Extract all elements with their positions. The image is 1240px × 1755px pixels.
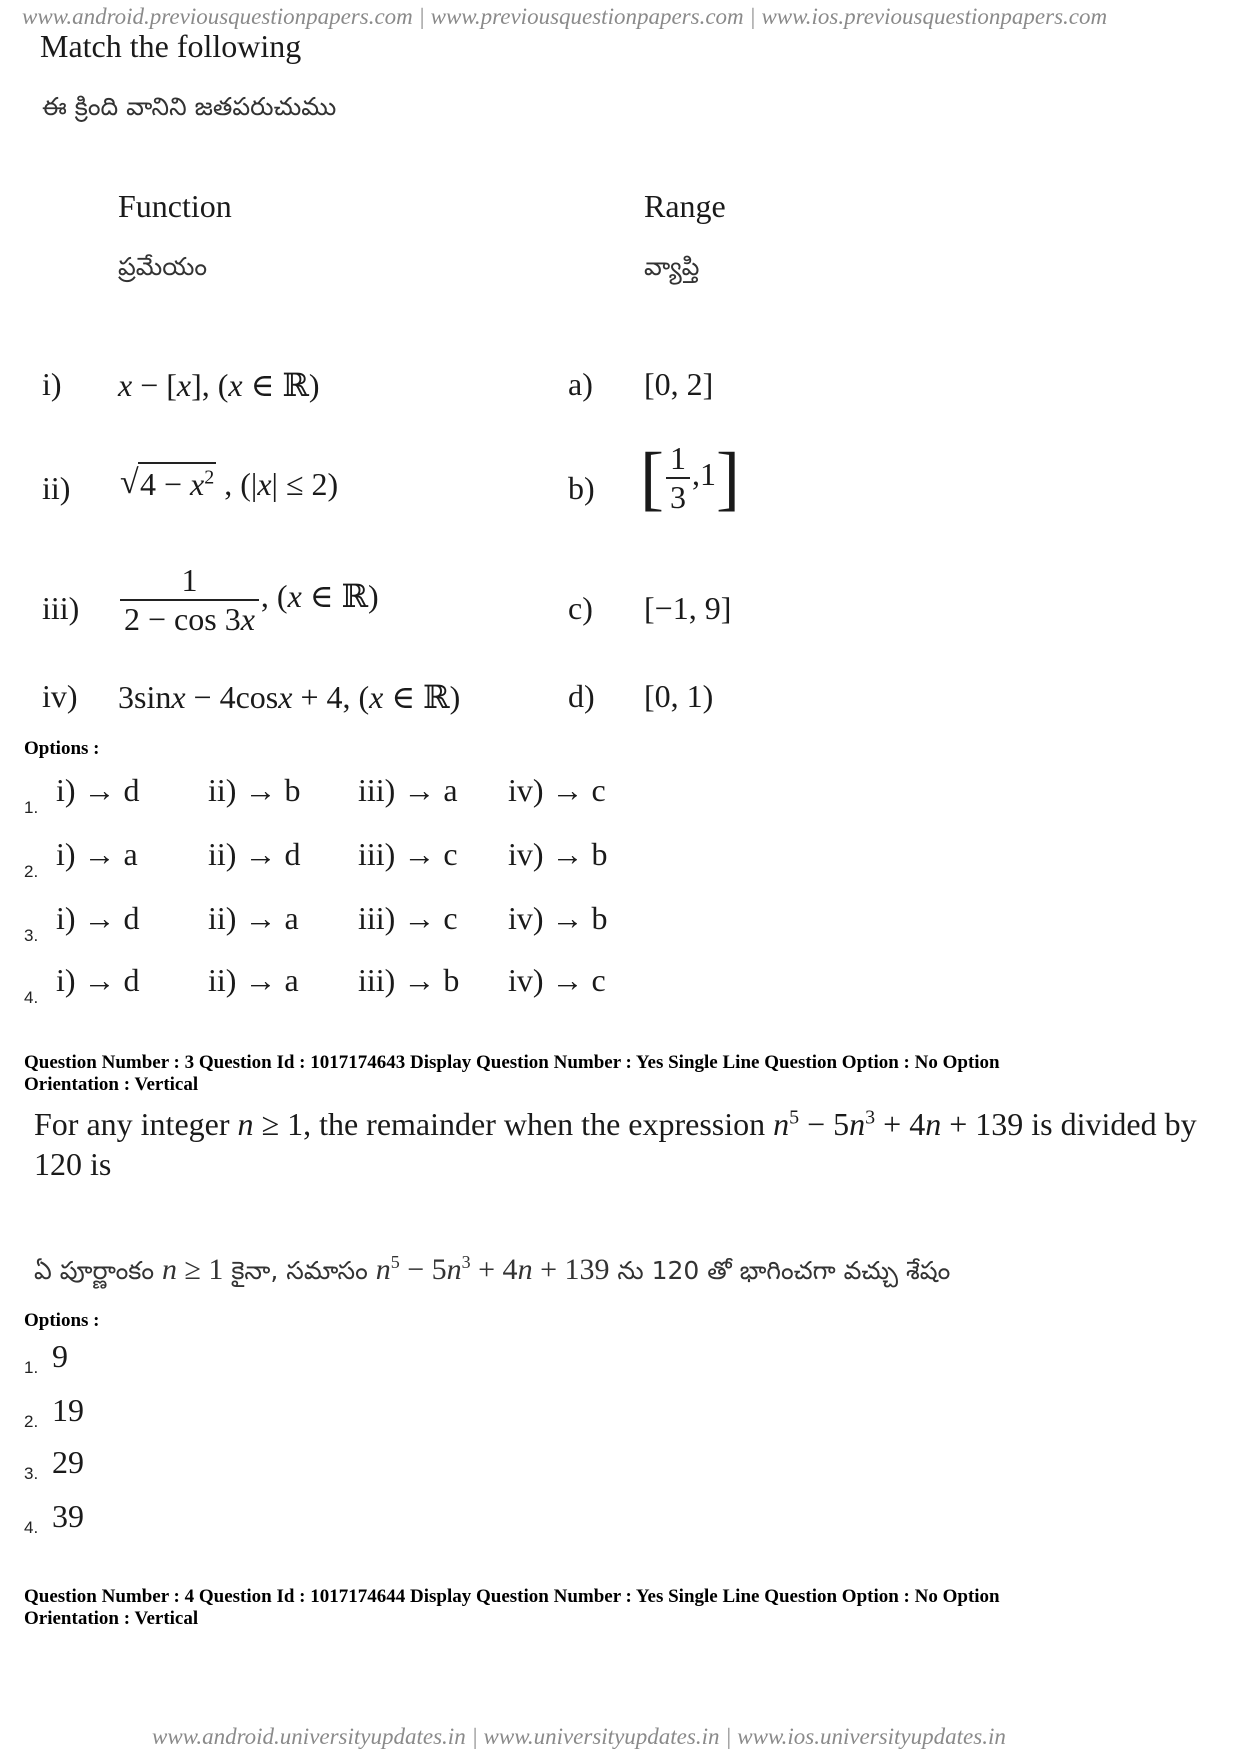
function-expression: $\frac{1}{2 - \cos 3x}$ , (x ∈ ℝ) [118,562,379,638]
option-number: 4. [24,988,39,1007]
option-match: ii) → a [208,962,299,998]
option-match: iii) → c [358,836,458,872]
option-number: 1. [24,798,39,817]
function-expression: 3sinx − 4cosx + 4, (x ∈ ℝ) [118,679,461,715]
question-text: For any integer n ≥ 1, the remainder when the expression $n^5 - 5n^3 + 4n + 139$ is divided by [34,1106,1197,1142]
range-label: b) [568,470,595,506]
option-value: 29 [52,1444,84,1480]
function-expression: √ $4 - x^2$ , (|x| ≤ 2) [120,464,339,502]
question-title-telugu: ఈ క్రింది వానిని జతపరుచుము [42,92,337,121]
range-value: [−1, 9] [644,590,732,626]
option-match: iv) → b [508,900,608,936]
row-label: iv) [42,678,78,714]
option-number: 3. [24,1464,39,1483]
option-match: iii) → b [358,962,460,998]
question-header: Question Number : 4 Question Id : 1017174644 Display Question Number : Yes Single Line Question Option : No Option [24,1586,1000,1607]
option-value: 9 [52,1338,68,1374]
option-match: iv) → c [508,962,606,998]
function-expression: x − [x], (x ∈ ℝ) [118,367,320,403]
option-match: i) → d [56,962,140,998]
option-match: ii) → d [208,836,301,872]
question-text-line2: 120 is [34,1146,112,1182]
question-header: Question Number : 3 Question Id : 1017174643 Display Question Number : Yes Single Line Question Option : No Option [24,1052,1000,1073]
question-header: Orientation : Vertical [24,1608,199,1629]
option-number: 3. [24,926,39,945]
option-match: iv) → c [508,772,606,808]
column-header-range-telugu: వ్యాప్తి [644,252,700,281]
question-text-telugu: ఏ పూర్ణాంకం n ≥ 1 కైనా, సమాసం $n^5 - 5n^3 + 4n + 139$ ను 120 తో భాగించగా వచ్చు శేషం [34,1252,951,1286]
option-match: iii) → a [358,772,458,808]
option-match: i) → d [56,772,140,808]
row-label: iii) [42,590,80,626]
range-label: d) [568,678,595,714]
option-match: i) → a [56,836,138,872]
option-number: 2. [24,1412,39,1431]
option-number: 2. [24,862,39,881]
column-header-range: Range [644,188,726,224]
option-number: 1. [24,1358,39,1377]
range-label: a) [568,366,593,402]
option-match: iii) → c [358,900,458,936]
question-header: Orientation : Vertical [24,1074,199,1095]
watermark-bottom: www.android.universityupdates.in | www.universityupdates.in | www.ios.universityupdates.in [152,1724,1006,1749]
option-match: i) → d [56,900,140,936]
option-match: ii) → b [208,772,301,808]
option-match: iv) → b [508,836,608,872]
question-title: Match the following [40,28,302,64]
option-number: 4. [24,1518,39,1537]
options-label: Options : [24,738,100,759]
range-label: c) [568,590,593,626]
option-value: 19 [52,1392,84,1428]
range-value: [0, 1) [644,678,714,714]
range-value: [0, 2] [644,366,714,402]
column-header-function: Function [118,188,232,224]
column-header-function-telugu: ప్రమేయం [118,252,208,281]
option-match: ii) → a [208,900,299,936]
watermark-top: www.android.previousquestionpapers.com | www.previousquestionpapers.com | www.ios.previousquestionpapers.com [22,4,1108,29]
row-label: ii) [42,470,71,506]
options-label: Options : [24,1310,100,1331]
row-label: i) [42,366,62,402]
range-value: [ $\frac{1}{3}$ ,1] [640,437,740,518]
option-value: 39 [52,1498,84,1534]
